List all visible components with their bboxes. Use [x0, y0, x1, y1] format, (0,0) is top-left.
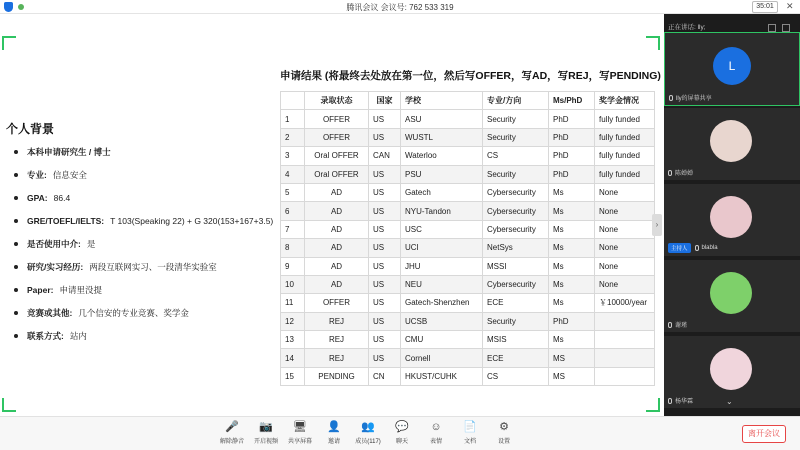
table-cell: PSU: [401, 165, 483, 183]
table-cell: AD: [305, 202, 369, 220]
table-cell: PhD: [549, 312, 595, 330]
table-cell: UCI: [401, 239, 483, 257]
bullet-icon: [14, 173, 18, 177]
table-cell: Security: [483, 110, 549, 128]
bottom-toolbar: [0, 416, 800, 450]
table-cell: fully funded: [595, 110, 655, 128]
avatar: [710, 272, 752, 314]
background-item-label: 竞赛或其他:: [27, 307, 73, 318]
table-cell: Oral OFFER: [305, 165, 369, 183]
document-icon: 📄: [463, 421, 477, 433]
table-row: [281, 147, 655, 165]
background-title: 个人背景: [6, 122, 55, 136]
table-cell: NEU: [401, 275, 483, 293]
table-cell: ECE: [483, 294, 549, 312]
table-cell: None: [595, 275, 655, 293]
background-item-label: 研究/实习经历:: [27, 261, 84, 272]
background-item: [12, 209, 273, 232]
table-cell: CS: [483, 147, 549, 165]
toolbar-members-button[interactable]: [350, 421, 386, 445]
share-frame-corner: [2, 398, 16, 412]
table-cell: [595, 349, 655, 367]
toolbar-emoji-button[interactable]: [418, 421, 454, 445]
participant-tile[interactable]: [664, 184, 800, 258]
table-header-cell: [281, 92, 305, 110]
table-cell: WUSTL: [401, 128, 483, 146]
table-cell: None: [595, 220, 655, 238]
table-cell: None: [595, 202, 655, 220]
avatar: [710, 348, 752, 390]
table-cell: Cornell: [401, 349, 483, 367]
share-screen-icon: 🖥: [293, 421, 307, 433]
table-cell: PhD: [549, 147, 595, 165]
table-cell: MSSI: [483, 257, 549, 275]
toolbar-settings-button[interactable]: [486, 421, 522, 445]
table-cell: US: [369, 349, 401, 367]
table-row: [281, 110, 655, 128]
participant-name: lly的屏幕共享: [676, 96, 712, 102]
table-header-cell: 奖学金情况: [595, 92, 655, 110]
table-row: [281, 220, 655, 238]
table-cell: US: [369, 183, 401, 201]
share-frame-corner: [2, 36, 16, 50]
table-row: [281, 367, 655, 385]
background-item: [12, 163, 273, 186]
background-item-label: 联系方式:: [27, 330, 64, 341]
mic-icon: [669, 95, 673, 101]
participant-tile[interactable]: [664, 260, 800, 334]
table-row: [281, 183, 655, 201]
results-table: [280, 91, 655, 386]
background-item: [12, 255, 273, 278]
bullet-icon: [14, 311, 18, 315]
table-cell: USC: [401, 220, 483, 238]
table-cell: Ms: [549, 202, 595, 220]
emoji-icon: ☺: [430, 421, 442, 433]
table-cell: Security: [483, 312, 549, 330]
table-cell: US: [369, 331, 401, 349]
grid-view-icon[interactable]: [782, 24, 790, 32]
table-cell: US: [369, 294, 401, 312]
participant-tile[interactable]: [664, 108, 800, 182]
chat-icon: 💬: [395, 421, 409, 433]
table-cell: Ms: [549, 220, 595, 238]
participant-name-row: [668, 320, 687, 329]
table-header-cell: 学校: [401, 92, 483, 110]
table-cell: [595, 312, 655, 330]
table-cell: 7: [281, 220, 305, 238]
video-icon: 📷: [259, 421, 273, 433]
background-item-label: GPA:: [27, 192, 48, 203]
table-cell: CN: [369, 367, 401, 385]
bullet-icon: [14, 219, 18, 223]
participant-name-row: [668, 243, 718, 253]
table-cell: None: [595, 183, 655, 201]
table-cell: fully funded: [595, 165, 655, 183]
background-list: [12, 140, 273, 347]
table-header-cell: Ms/PhD: [549, 92, 595, 110]
table-cell: 9: [281, 257, 305, 275]
background-item-value: 申请里没提: [59, 284, 102, 295]
participant-name: 陈婵婵: [675, 171, 694, 177]
background-item: [12, 301, 273, 324]
mic-icon: 🎤: [225, 421, 239, 433]
table-cell: 1: [281, 110, 305, 128]
toolbar-chat-button[interactable]: [384, 421, 420, 445]
participant-name: 谢瑾: [675, 323, 688, 329]
background-item: [12, 232, 273, 255]
toolbar-label: 聊天: [395, 439, 408, 445]
participant-name-row: [668, 396, 693, 405]
table-cell: fully funded: [595, 128, 655, 146]
table-cell: UCSB: [401, 312, 483, 330]
table-cell: MSIS: [483, 331, 549, 349]
background-item: [12, 140, 273, 163]
participant-tile[interactable]: [664, 32, 800, 106]
table-cell: Ms: [549, 257, 595, 275]
background-item-value: 几个信安的专业竞赛、奖学金: [78, 307, 189, 318]
table-cell: US: [369, 312, 401, 330]
table-cell: Ms: [549, 183, 595, 201]
mic-icon: [695, 245, 699, 251]
table-cell: PhD: [549, 128, 595, 146]
table-row: [281, 128, 655, 146]
table-cell: OFFER: [305, 294, 369, 312]
table-row: [281, 239, 655, 257]
background-item-value: 站内: [69, 330, 87, 341]
toolbar-label: 解除静音: [219, 439, 244, 445]
table-cell: ASU: [401, 110, 483, 128]
toolbar-label: 文档: [463, 439, 476, 445]
table-cell: AD: [305, 239, 369, 257]
table-cell: US: [369, 239, 401, 257]
table-row: [281, 294, 655, 312]
table-cell: 15: [281, 367, 305, 385]
background-item-label: 专业:: [27, 169, 47, 180]
toolbar-label: 开启视频: [253, 439, 278, 445]
table-row: [281, 349, 655, 367]
avatar: [710, 196, 752, 238]
shared-screen: [0, 36, 664, 416]
table-cell: MS: [549, 367, 595, 385]
toolbar-video-button[interactable]: [248, 421, 284, 445]
table-cell: CMU: [401, 331, 483, 349]
meeting-timer: 35:01: [752, 1, 778, 13]
table-row: [281, 165, 655, 183]
table-header-cell: 国家: [369, 92, 401, 110]
table-cell: OFFER: [305, 128, 369, 146]
table-cell: ￥10000/year: [595, 294, 655, 312]
mic-icon: [668, 398, 672, 404]
results-title: 申请结果 (将最终去处放在第一位，然后写OFFER，写AD，写REJ，写PENDING): [280, 70, 661, 82]
table-cell: JHU: [401, 257, 483, 275]
table-cell: Ms: [549, 275, 595, 293]
table-cell: 2: [281, 128, 305, 146]
collapse-handle-icon[interactable]: ›: [652, 214, 662, 236]
host-badge: 主持人: [668, 243, 691, 253]
mic-icon: [668, 322, 672, 328]
participant-name-row: [668, 168, 693, 177]
table-cell: 12: [281, 312, 305, 330]
table-row: [281, 331, 655, 349]
background-item-value: 两段互联网实习、一段清华实验室: [89, 261, 217, 272]
toolbar-invite-button[interactable]: [316, 421, 352, 445]
table-cell: MS: [549, 349, 595, 367]
background-item-label: 本科申请研究生 / 博士: [27, 146, 111, 157]
table-cell: Security: [483, 128, 549, 146]
settings-icon: ⚙: [499, 421, 509, 433]
table-header-cell: 录取状态: [305, 92, 369, 110]
toolbar-mic-button[interactable]: [214, 421, 250, 445]
toolbar-label: 表情: [429, 439, 442, 445]
bullet-icon: [14, 288, 18, 292]
background-item: [12, 324, 273, 347]
toolbar-label: 邀请: [327, 439, 340, 445]
table-row: [281, 257, 655, 275]
table-cell: US: [369, 275, 401, 293]
table-header-row: [281, 92, 655, 110]
table-cell: REJ: [305, 331, 369, 349]
members-icon: 👥: [361, 421, 375, 433]
table-row: [281, 202, 655, 220]
table-cell: ECE: [483, 349, 549, 367]
chevron-down-icon[interactable]: ⌄: [726, 397, 733, 406]
table-cell: US: [369, 110, 401, 128]
share-frame-corner: [646, 398, 660, 412]
background-item: [12, 278, 273, 301]
participant-name-row: [669, 93, 712, 102]
avatar: [710, 120, 752, 162]
table-cell: CS: [483, 367, 549, 385]
background-item: [12, 186, 273, 209]
bullet-icon: [14, 196, 18, 200]
background-item-value: 是: [86, 238, 96, 249]
table-cell: HKUST/CUHK: [401, 367, 483, 385]
table-cell: NYU-Tandon: [401, 202, 483, 220]
table-cell: REJ: [305, 312, 369, 330]
table-cell: US: [369, 220, 401, 238]
layout-icon[interactable]: [768, 24, 776, 32]
table-cell: US: [369, 165, 401, 183]
invite-icon: 👤: [327, 421, 341, 433]
table-cell: Cybersecurity: [483, 275, 549, 293]
table-cell: fully funded: [595, 147, 655, 165]
close-icon[interactable]: ✕: [786, 1, 794, 11]
avatar: L: [713, 47, 751, 85]
table-cell: None: [595, 239, 655, 257]
table-cell: AD: [305, 220, 369, 238]
share-frame-corner: [646, 36, 660, 50]
toolbar-document-button[interactable]: [452, 421, 488, 445]
background-item-label: Paper:: [27, 284, 54, 295]
table-cell: 4: [281, 165, 305, 183]
toolbar-share-screen-button[interactable]: [282, 421, 318, 445]
table-cell: Gatech-Shenzhen: [401, 294, 483, 312]
table-cell: Oral OFFER: [305, 147, 369, 165]
table-cell: PhD: [549, 110, 595, 128]
table-cell: Security: [483, 165, 549, 183]
table-row: [281, 312, 655, 330]
table-cell: Ms: [549, 239, 595, 257]
background-item-value: T 103(Speaking 22) + G 320(153+167+3.5): [110, 215, 274, 226]
table-cell: 6: [281, 202, 305, 220]
table-cell: US: [369, 128, 401, 146]
bullet-icon: [14, 334, 18, 338]
table-header-cell: 专业/方向: [483, 92, 549, 110]
table-cell: REJ: [305, 349, 369, 367]
background-item-label: GRE/TOEFL/IELTS:: [27, 215, 105, 226]
table-cell: Waterloo: [401, 147, 483, 165]
toolbar-label: 成员(117): [355, 439, 381, 445]
leave-meeting-button[interactable]: 离开会议: [742, 425, 786, 443]
table-cell: [595, 367, 655, 385]
participant-name: 杨华霖: [675, 399, 694, 405]
table-cell: 3: [281, 147, 305, 165]
participant-panel: [664, 14, 800, 416]
table-cell: Cybersecurity: [483, 183, 549, 201]
table-cell: AD: [305, 257, 369, 275]
table-cell: AD: [305, 183, 369, 201]
table-cell: NetSys: [483, 239, 549, 257]
background-item-value: 信息安全: [52, 169, 87, 180]
title-bar: [0, 0, 800, 14]
table-cell: CAN: [369, 147, 401, 165]
table-cell: AD: [305, 275, 369, 293]
table-cell: 10: [281, 275, 305, 293]
table-cell: 13: [281, 331, 305, 349]
bullet-icon: [14, 242, 18, 246]
table-cell: Ms: [549, 331, 595, 349]
table-cell: OFFER: [305, 110, 369, 128]
table-cell: 8: [281, 239, 305, 257]
table-cell: PhD: [549, 165, 595, 183]
table-row: [281, 275, 655, 293]
meeting-title: 腾讯会议 会议号: 762 533 319: [346, 3, 454, 12]
speaking-indicator: 正在讲话: lly;: [668, 24, 706, 31]
table-cell: 11: [281, 294, 305, 312]
table-cell: None: [595, 257, 655, 275]
bullet-icon: [14, 150, 18, 154]
table-cell: PENDING: [305, 367, 369, 385]
background-item-value: 86.4: [53, 192, 71, 203]
table-cell: Gatech: [401, 183, 483, 201]
table-cell: US: [369, 257, 401, 275]
background-item-label: 是否使用中介:: [27, 238, 81, 249]
table-cell: [595, 331, 655, 349]
table-cell: Ms: [549, 294, 595, 312]
table-cell: 14: [281, 349, 305, 367]
participant-name: blabla: [701, 245, 718, 251]
table-cell: US: [369, 202, 401, 220]
bullet-icon: [14, 265, 18, 269]
toolbar-label: 设置: [497, 439, 510, 445]
table-cell: Cybersecurity: [483, 220, 549, 238]
mic-icon: [668, 170, 672, 176]
table-cell: Cybersecurity: [483, 202, 549, 220]
table-cell: 5: [281, 183, 305, 201]
toolbar-label: 共享屏幕: [287, 439, 312, 445]
